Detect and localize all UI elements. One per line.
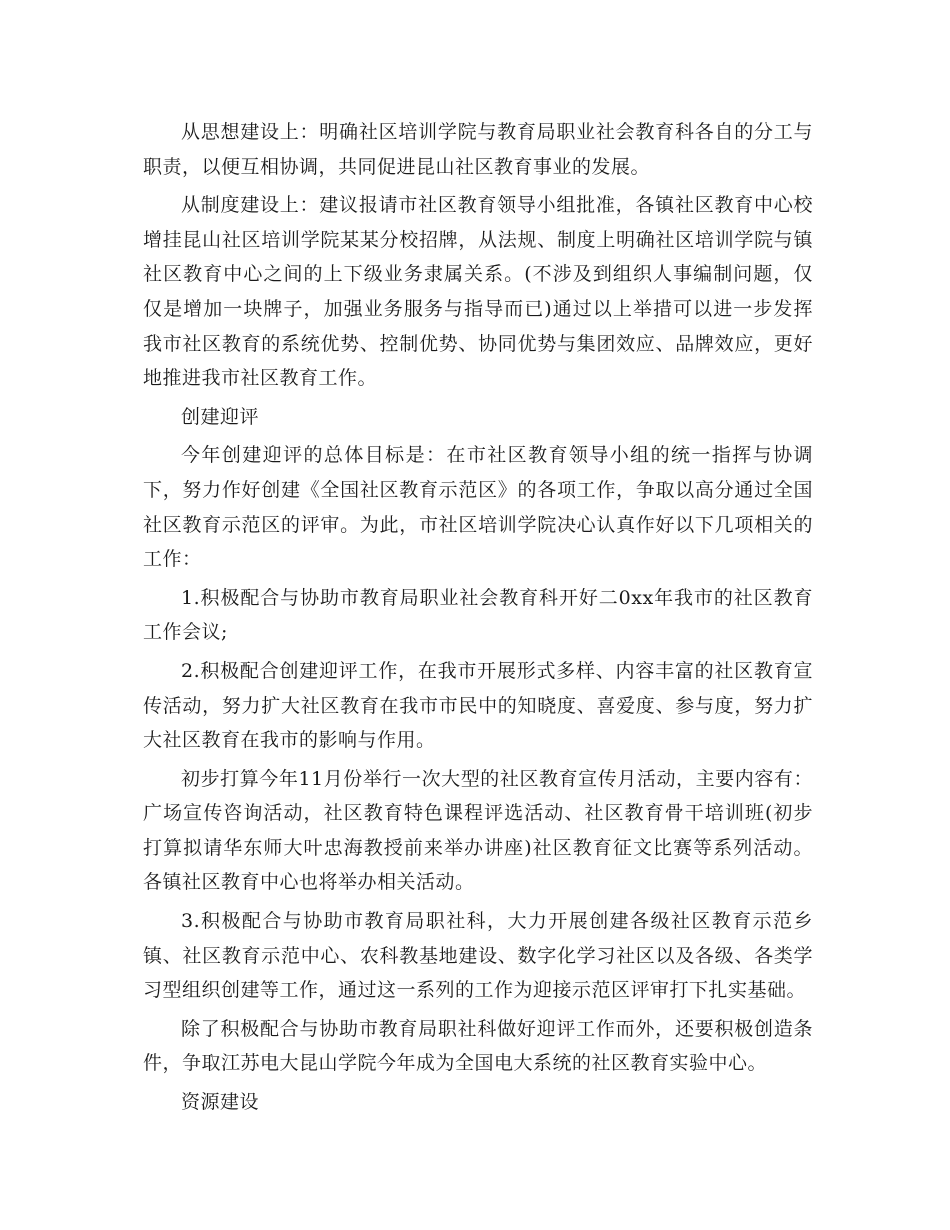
paragraph-item-2: 2.积极配合创建迎评工作，在我市开展形式多样、内容丰富的社区教育宣传活动，努力扩大社区教育在我市市民中的知晓度、喜爱度、参与度，努力扩大社区教育在我市的影响与作用。: [143, 659, 813, 752]
paragraph-item-1: 1.积极配合与协助市教育局职业社会教育科开好二0xx年我市的社区教育工作会议;: [143, 586, 813, 644]
section-heading-evaluation: 创建迎评: [181, 405, 260, 428]
paragraph-thought-building: 从思想建设上：明确社区培训学院与教育局职业社会教育科各自的分工与职责，以便互相协调，共同促进昆山社区教育事业的发展。: [143, 121, 813, 178]
paragraph-experiment-center: 除了积极配合与协助市教育局职社科做好迎评工作而外，还要积极创造条件，争取江苏电大昆山学院今年成为全国电大系统的社区教育实验中心。: [143, 1017, 813, 1075]
paragraph-publicity-month: 初步打算今年11月份举行一次大型的社区教育宣传月活动，主要内容有：广场宣传咨询活动，社区教育特色课程评选活动、社区教育骨干培训班(初步打算拟请华东师大叶忠海教授前来举办讲座)社区教育征文比赛等系列活动。各镇社区教育中心也将举办相关活动。: [143, 767, 813, 894]
paragraph-evaluation-goal: 今年创建迎评的总体目标是：在市社区教育领导小组的统一指挥与协调下，努力作好创建《全国社区教育示范区》的各项工作，争取以高分通过全国社区教育示范区的评审。为此，市社区培训学院决心认真作好以下几项相关的工作：: [143, 444, 813, 571]
paragraph-item-3: 3.积极配合与协助市教育局职社科，大力开展创建各级社区教育示范乡镇、社区教育示范中心、农科教基地建设、数字化学习社区以及各级、各类学习型组织创建等工作，通过这一系列的工作为迎接示范区评审打下扎实基础。: [143, 910, 813, 1002]
document-body: [143, 115, 813, 1124]
section-heading-resources: 资源建设: [181, 1091, 260, 1114]
paragraph-system-building: 从制度建设上：建议报请市社区教育领导小组批准，各镇社区教育中心校增挂昆山社区培训学院某某分校招牌，从法规、制度上明确社区培训学院与镇社区教育中心之间的上下级业务隶属关系。(不涉及到组织人事编制问题，仅仅是增加一块牌子，加强业务服务与指导而已)通过以上举措可以进一步发挥我市社区教育的系统优势、控制优势、协同优势与集团效应、品牌效应，更好地推进我市社区教育工作。: [143, 194, 813, 390]
